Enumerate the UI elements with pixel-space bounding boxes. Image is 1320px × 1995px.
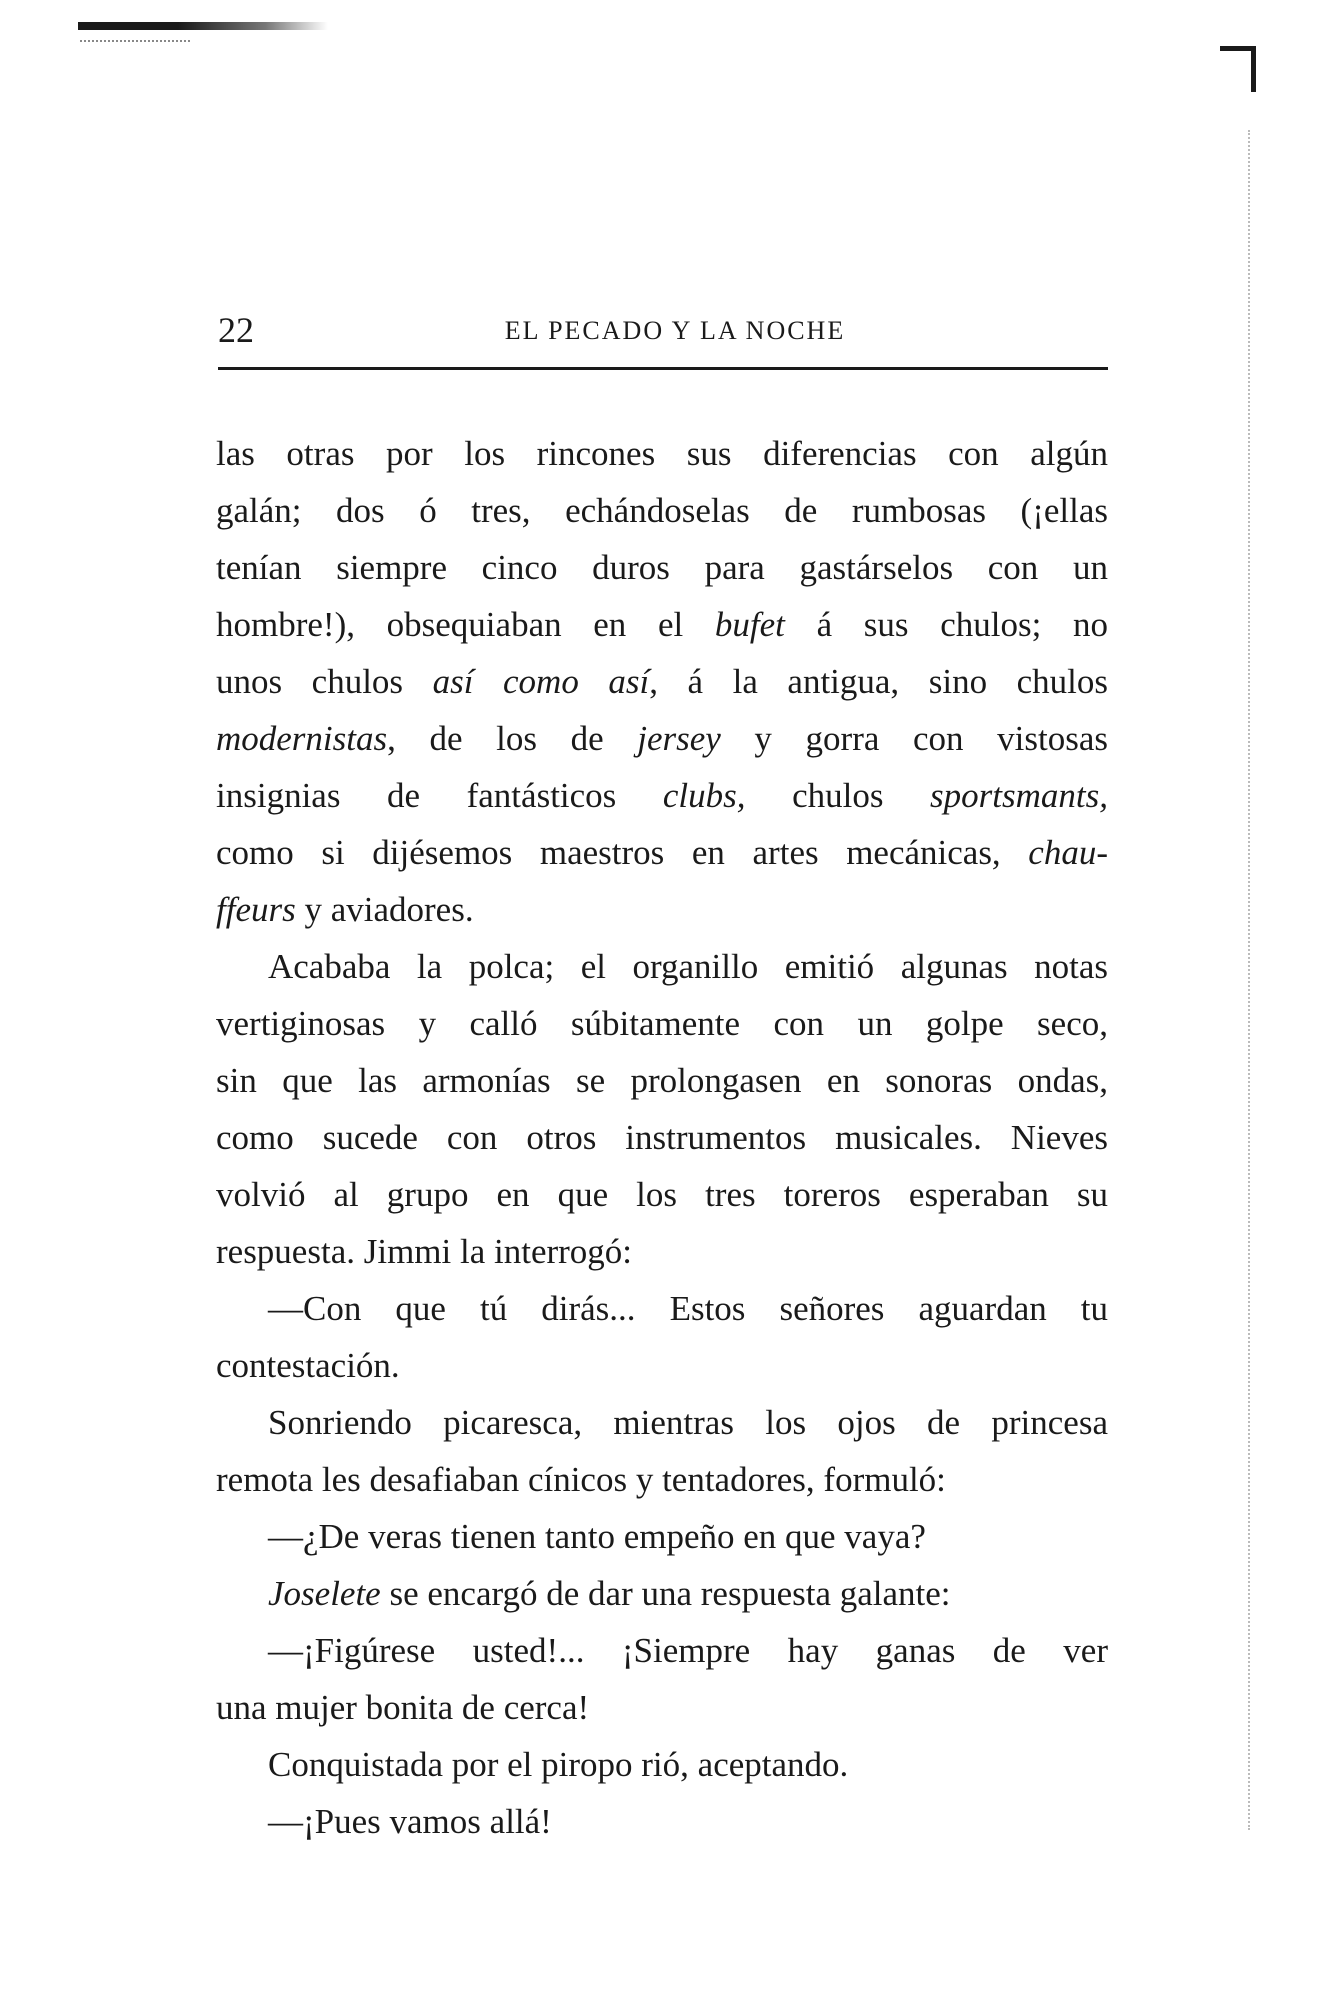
scan-mark-top-left <box>78 22 328 30</box>
text-line: tenían siempre cinco duros para gastárselos con un <box>216 548 1108 587</box>
text-line: contestación. <box>216 1346 400 1385</box>
italic-word: clubs, <box>662 776 746 815</box>
text-line <box>216 881 1108 938</box>
text-line: respuesta. Jimmi la interrogó: <box>216 1232 633 1271</box>
text-line <box>216 1565 1108 1622</box>
text-run: y aviadores. <box>295 890 474 929</box>
scan-mark-top-right <box>1220 46 1256 92</box>
text-line: como sucede con otros instrumentos musicales. Nieves <box>216 1118 1108 1157</box>
text-run: se encargó de dar una respuesta galante: <box>380 1574 951 1613</box>
scan-mark-dots <box>80 40 190 46</box>
text-run: á sus chulos; no <box>784 605 1108 644</box>
text-line: Acababa la polca; el organillo emitió algunas notas <box>268 947 1108 986</box>
text-run: como si dijésemos maestros en artes mecánicas, <box>216 833 1029 872</box>
header-rule <box>218 367 1108 370</box>
text-line <box>216 653 1108 710</box>
text-line: —¡Pues vamos allá! <box>268 1802 552 1841</box>
text-run: unos chulos <box>216 662 433 701</box>
text-line <box>216 596 1108 653</box>
italic-word: modernistas <box>216 719 388 758</box>
text-line: —¿De veras tienen tanto empeño en que vaya? <box>268 1517 926 1556</box>
text-line: volvió al grupo en que los tres toreros esperaban su <box>216 1175 1108 1214</box>
text-line <box>216 767 1108 824</box>
text-run: chulos <box>745 776 931 815</box>
text-run: hombre!), obsequiaban en el <box>216 605 715 644</box>
text-run: , de los de <box>387 719 638 758</box>
italic-word: jersey <box>637 719 721 758</box>
text-line: —Con que tú dirás... Estos señores aguardan tu <box>268 1289 1108 1328</box>
page-header-title: EL PECADO Y LA NOCHE <box>504 316 846 345</box>
italic-word: chau- <box>1028 833 1108 872</box>
text-line <box>216 824 1108 881</box>
text-line: sin que las armonías se prolongasen en sonoras ondas, <box>216 1061 1108 1100</box>
scan-mark-right-edge <box>1248 130 1252 1830</box>
text-line: —¡Figúrese usted!... ¡Siempre hay ganas de ver <box>268 1631 1108 1670</box>
text-run: insignias de fantásticos <box>216 776 663 815</box>
text-line: Sonriendo picaresca, mientras los ojos de princesa <box>268 1403 1108 1442</box>
italic-word: bufet <box>714 605 785 644</box>
running-head <box>218 310 1108 360</box>
text-run: y gorra con vistosas <box>720 719 1108 758</box>
page-number: 22 <box>218 310 254 350</box>
text-run: , á la antigua, sino chulos <box>649 662 1109 701</box>
text-line: galán; dos ó tres, echándoselas de rumbosas (¡ellas <box>216 491 1108 530</box>
italic-word: sportsmants, <box>930 776 1109 815</box>
italic-word: ffeurs <box>216 890 296 929</box>
text-line: las otras por los rincones sus diferencias con algún <box>216 434 1108 473</box>
italic-word: así como así <box>432 662 650 701</box>
body-text <box>216 425 1108 1850</box>
text-line: Conquistada por el piropo rió, aceptando. <box>268 1745 849 1784</box>
italic-word: Joselete <box>268 1574 381 1613</box>
text-line: remota les desafiaban cínicos y tentadores, formuló: <box>216 1460 946 1499</box>
text-line: una mujer bonita de cerca! <box>216 1688 590 1727</box>
text-line <box>216 710 1108 767</box>
text-line: vertiginosas y calló súbitamente con un golpe seco, <box>216 1004 1108 1043</box>
